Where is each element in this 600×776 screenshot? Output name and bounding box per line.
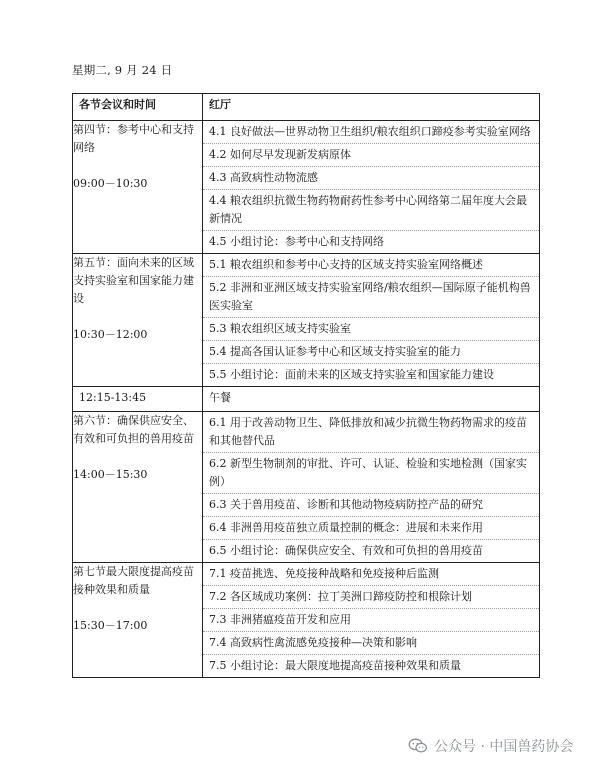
header-sessions-and-time: 各节会议和时间: [73, 94, 203, 121]
session-time: 14:00－15:30: [73, 468, 148, 481]
header-red-hall: 红厅: [203, 94, 540, 121]
session-row: [73, 121, 540, 254]
table-header-row: [73, 94, 540, 121]
session-title: 第五节：面向未来的区域支持实验室和国家能力建设: [73, 256, 194, 305]
lunch-time: 12:15-13:45: [73, 387, 203, 412]
wechat-icon: [408, 738, 428, 754]
date-line: 星期二, 9 月 24 日: [72, 63, 173, 77]
session-row: [73, 412, 540, 563]
agenda-item: 4.5 小组讨论：参考中心和支持网络: [209, 235, 384, 248]
agenda-item: 5.4 提高各国认证参考中心和区域支持实验室的能力: [203, 341, 539, 364]
lunch-row: [73, 387, 540, 412]
agenda-item: 7.5 小组讨论：最大限度地提高疫苗接种效果和质量: [209, 659, 461, 672]
session-title: 第六节：确保供应安全、有效和可负担的兽用疫苗: [73, 414, 194, 445]
session-time: 15:30－17:00: [73, 619, 148, 632]
agenda-item: 7.1 疫苗挑选、免疫接种战略和免疫接种后监测: [203, 563, 539, 586]
agenda-item: 4.4 粮农组织抗微生物药物耐药性参考中心网络第二届年度大会最新情况: [203, 190, 539, 231]
session-time: 09:00－10:30: [73, 177, 148, 190]
watermark-text: 公众号 · 中国兽药协会: [434, 739, 574, 755]
agenda-item: 6.2 新型生物制剂的审批、许可、认证、检验和实地检测（国家实例）: [203, 453, 539, 494]
session-items: [203, 412, 540, 563]
agenda-item: 5.3 粮农组织区域支持实验室: [203, 318, 539, 341]
agenda-item: 4.3 高致病性动物流感: [203, 167, 539, 190]
agenda-item: 7.2 各区域成功案例：拉丁美洲口蹄疫防控和根除计划: [203, 586, 539, 609]
agenda-item: 6.3 关于兽用疫苗、诊断和其他动物疫病防控产品的研究: [203, 494, 539, 517]
agenda-item: 5.1 粮农组织和参考中心支持的区域支持实验室网络概述: [203, 254, 539, 277]
agenda-item: 4.1 良好做法—世界动物卫生组织/粮农组织口蹄疫参考实验室网络: [203, 121, 539, 144]
agenda-item: 7.3 非洲猪瘟疫苗开发和应用: [203, 609, 539, 632]
lunch-label: 午餐: [203, 387, 540, 412]
session-info: [73, 412, 203, 563]
agenda-item: 6.5 小组讨论：确保供应安全、有效和可负担的兽用疫苗: [209, 544, 483, 557]
session-items: [203, 563, 540, 678]
agenda-item: 6.1 用于改善动物卫生、降低排放和减少抗微生物药物需求的疫苗和其他替代品: [203, 412, 539, 453]
session-row: [73, 563, 540, 678]
agenda-item: 4.2 如何尽早发现新发病原体: [203, 144, 539, 167]
agenda-item: 7.4 高致病性禽流感免疫接种—决策和影响: [203, 632, 539, 655]
agenda-item: 6.4 非洲兽用疫苗独立质量控制的概念：进展和未来作用: [203, 517, 539, 540]
session-title: 第七节最大限度提高疫苗接种效果和质量: [73, 565, 194, 596]
session-time: 10:30－12:00: [73, 328, 148, 341]
watermark: [408, 736, 573, 756]
session-title: 第四节：参考中心和支持网络: [73, 123, 194, 154]
session-info: [73, 254, 203, 387]
session-row: [73, 254, 540, 387]
session-items: [203, 121, 540, 254]
agenda-item: 5.2 非洲和亚洲区域支持实验室网络/粮农组织—国际原子能机构兽医实验室: [203, 277, 539, 318]
agenda-item: 5.5 小组讨论：面前未来的区域支持实验室和国家能力建设: [209, 368, 494, 381]
session-info: [73, 563, 203, 678]
session-items: [203, 254, 540, 387]
session-info: [73, 121, 203, 254]
schedule-table: [72, 93, 540, 678]
